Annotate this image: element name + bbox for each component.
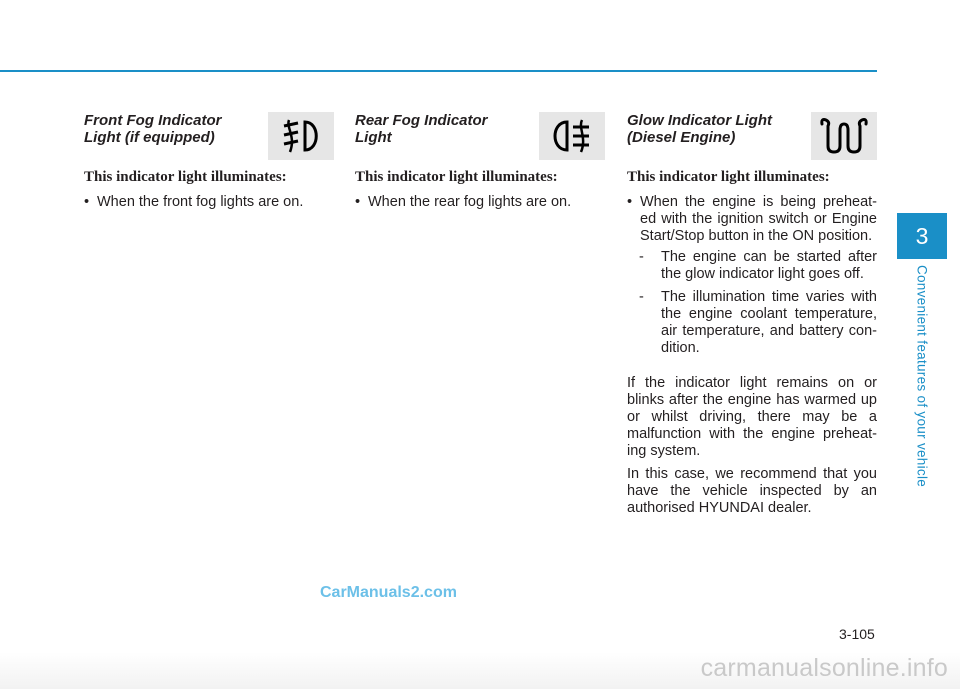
watermark: CarManuals2.com xyxy=(320,584,457,601)
section-glow-indicator xyxy=(627,112,877,517)
footer-watermark: carmanualsonline.info xyxy=(700,654,948,682)
section-subheading: This indicator light illuminates: xyxy=(355,169,558,185)
section-title: Glow Indicator Light (Diesel Engine) xyxy=(627,112,772,146)
list-item: • When the front fog lights are on. xyxy=(84,194,304,210)
section-subheading: This indicator light illuminates: xyxy=(627,169,830,185)
chapter-title: Convenient features of your vehicle xyxy=(914,264,930,488)
body-paragraph: If the indicator light remains on or blinks after the engine has warmed up or whilst driving, there may be a malfunction with the engine preheat-ing system. xyxy=(627,375,877,459)
section-subheading: This indicator light illuminates: xyxy=(84,169,287,185)
rear-fog-light-icon xyxy=(539,112,605,160)
section-rear-fog xyxy=(355,112,605,213)
body-paragraph: In this case, we recommend that you have the vehicle inspected by an authorised HYUNDAI dealer. xyxy=(627,466,877,516)
chapter-tab: 3 xyxy=(897,213,947,259)
list-item: • When the engine is being preheat-ed with the ignition switch or Engine Start/Stop button in the ON position. xyxy=(627,194,877,244)
front-fog-light-icon xyxy=(268,112,334,160)
list-item: • When the rear fog lights are on. xyxy=(355,194,572,210)
section-title: Rear Fog Indicator Light xyxy=(355,112,488,146)
page-number: 3-105 xyxy=(839,626,875,642)
glow-plug-icon xyxy=(811,112,877,160)
header-rule xyxy=(0,70,877,72)
sub-list-item: - The engine can be started after the glow indicator light goes off. xyxy=(639,249,877,282)
section-front-fog xyxy=(84,112,334,213)
section-title: Front Fog Indicator Light (if equipped) xyxy=(84,112,222,146)
sub-list-item: - The illumination time varies with the engine coolant temperature, air temperature, and battery con-dition. xyxy=(639,289,877,356)
